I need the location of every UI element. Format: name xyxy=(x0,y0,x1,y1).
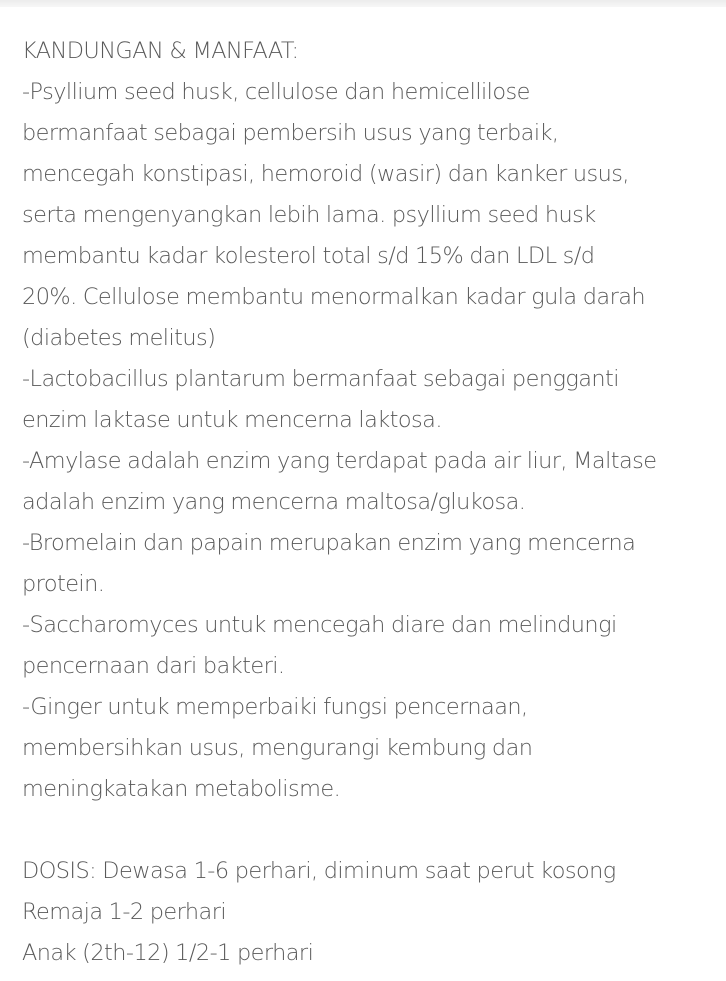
description-line: -Bromelain dan papain merupakan enzim yang mencerna xyxy=(22,530,636,556)
description-line: enzim laktase untuk mencerna laktosa. xyxy=(22,407,442,433)
description-line: membantu kadar kolesterol total s/d 15% dan LDL s/d xyxy=(22,243,595,269)
dosage-line: DOSIS: Dewasa 1-6 perhari, diminum saat perut kosong xyxy=(22,858,616,884)
description-line: protein. xyxy=(22,571,105,597)
dosage-line: Anak (2th-12) 1/2-1 perhari xyxy=(22,940,314,966)
description-line: adalah enzim yang mencerna maltosa/glukosa. xyxy=(22,489,526,515)
blank-line xyxy=(22,810,712,851)
description-line: serta mengenyangkan lebih lama. psyllium seed husk xyxy=(22,202,596,228)
description-line: -Ginger untuk memperbaiki fungsi pencernaan, xyxy=(22,694,528,720)
description-line: -Saccharomyces untuk mencegah diare dan melindungi xyxy=(22,612,617,638)
description-line: -Lactobacillus plantarum bermanfaat sebagai pengganti xyxy=(22,366,619,392)
description-line: 20%. Cellulose membantu menormalkan kadar gula darah xyxy=(22,284,646,310)
description-line: membersihkan usus, mengurangi kembung dan xyxy=(22,735,533,761)
product-description xyxy=(22,31,712,974)
dosage-line: Remaja 1-2 perhari xyxy=(22,899,227,925)
description-line: mencegah konstipasi, hemoroid (wasir) dan kanker usus, xyxy=(22,161,629,187)
top-divider xyxy=(0,0,726,7)
description-line: meningkatakan metabolisme. xyxy=(22,776,341,802)
section-heading: KANDUNGAN & MANFAAT: xyxy=(22,38,299,64)
description-line: -Psyllium seed husk, cellulose dan hemicellilose xyxy=(22,79,530,105)
description-line: pencernaan dari bakteri. xyxy=(22,653,285,679)
description-line: -Amylase adalah enzim yang terdapat pada air liur, Maltase xyxy=(22,448,657,474)
description-line: bermanfaat sebagai pembersih usus yang terbaik, xyxy=(22,120,559,146)
description-line: (diabetes melitus) xyxy=(22,325,216,351)
